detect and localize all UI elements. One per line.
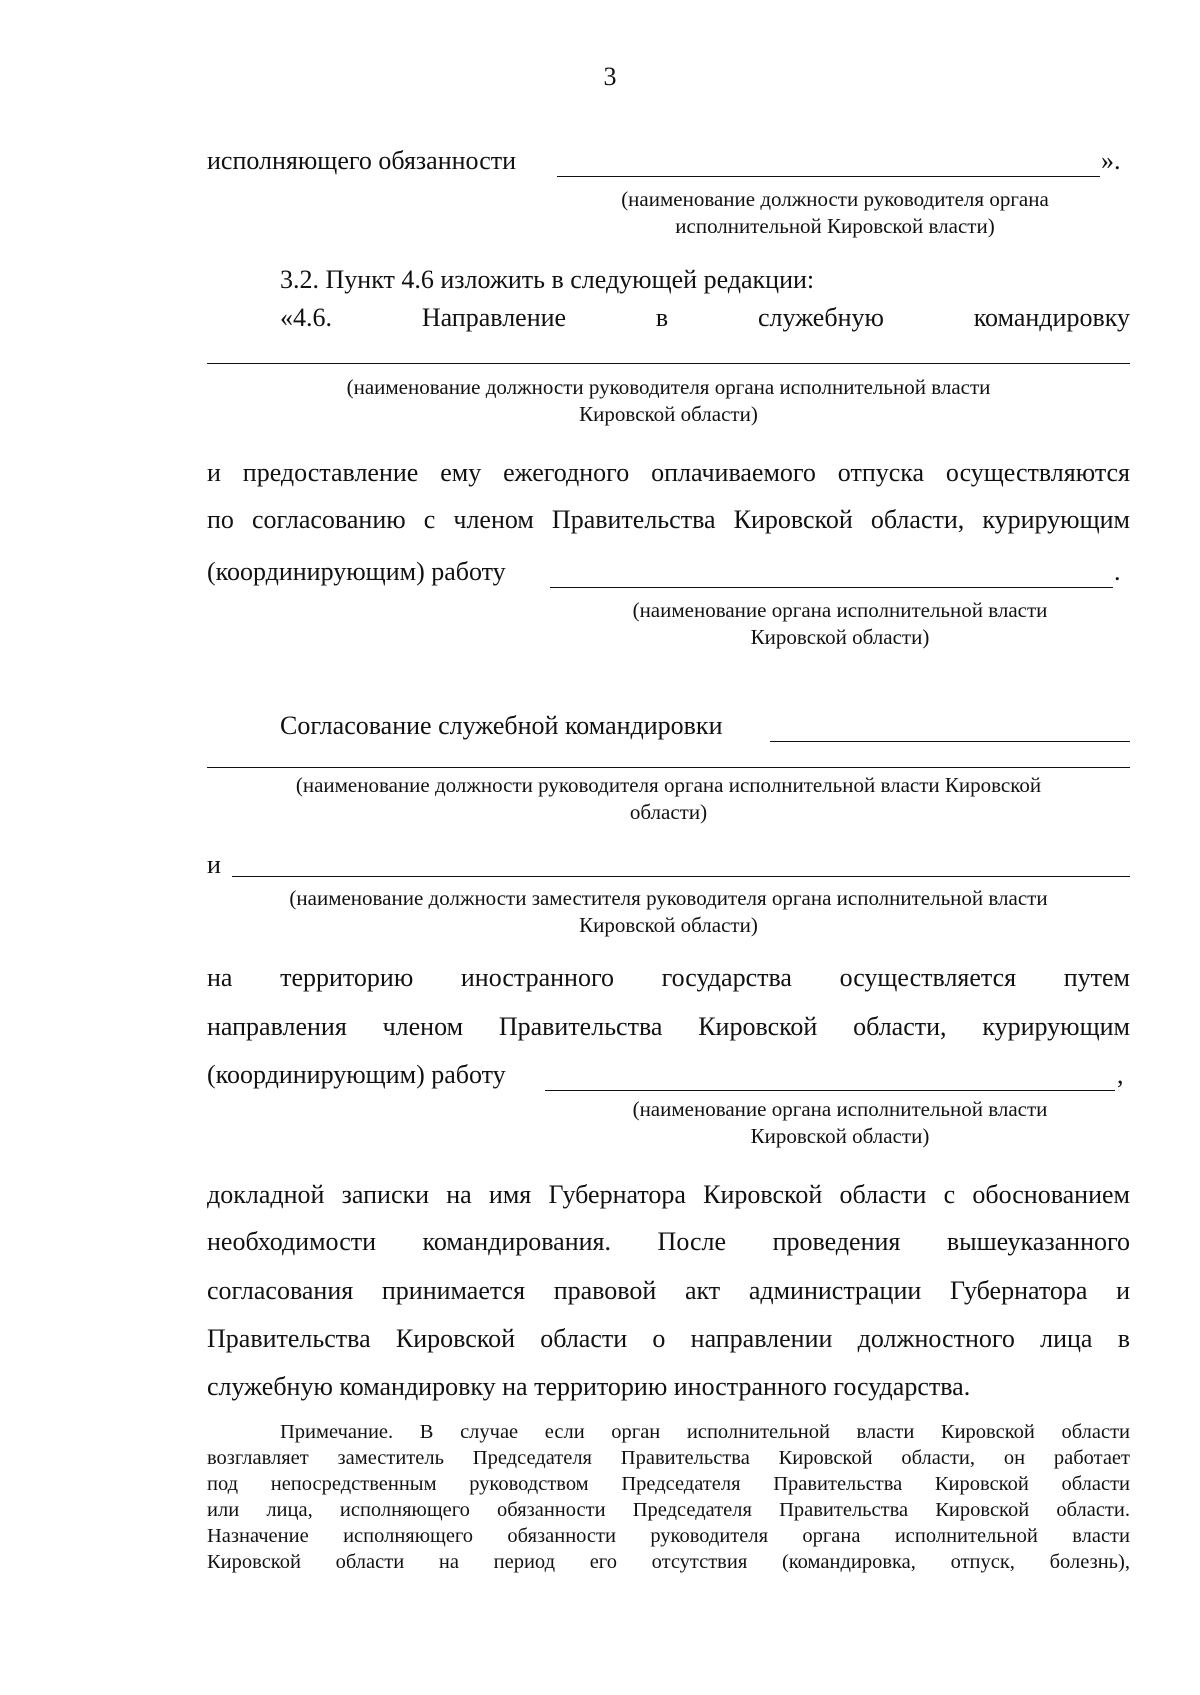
paragraph-2-word: Кировской bbox=[698, 1012, 818, 1041]
paragraph-2-line1 bbox=[207, 963, 1130, 993]
item-4-6-word: командировку bbox=[973, 303, 1130, 332]
deputy-fill-line bbox=[232, 876, 1130, 877]
paragraph-1-line3-lead: (координирующим) работу bbox=[207, 557, 506, 586]
item-3-2-heading: 3.2. Пункт 4.6 изложить в следующей редакции: bbox=[280, 265, 815, 294]
position-caption-a-line2: Кировской области) bbox=[579, 402, 758, 426]
paragraph-2-word: курирующим bbox=[982, 1012, 1130, 1041]
item-4-6-word: в bbox=[655, 303, 669, 332]
item-4-6-word: Направление bbox=[421, 303, 567, 332]
position-fill-line-full bbox=[207, 363, 1130, 364]
item-4-6-word: «4.6. bbox=[280, 303, 332, 332]
paragraph-3-line1: докладной записки на имя Губернатора Кировской области с обоснованием bbox=[207, 1180, 1130, 1209]
item-4-6-word: служебную bbox=[758, 303, 884, 332]
deputy-caption-d-line2: Кировской области) bbox=[579, 913, 758, 937]
paragraph-2-word: Правительства bbox=[498, 1012, 663, 1041]
agreement-lead: Согласование служебной командировки bbox=[280, 711, 723, 740]
note-line3: под непосредственным руководством Председателя Правительства Кировской области bbox=[207, 1473, 1130, 1495]
deputy-caption-d-line1: (наименование должности заместителя руководителя органа исполнительной власти bbox=[289, 886, 1048, 910]
paragraph-2-word: членом bbox=[382, 1012, 464, 1041]
position-fill-line bbox=[557, 176, 1100, 177]
paragraph-2-word: на bbox=[207, 963, 233, 992]
note-line1: Примечание. В случае если орган исполнительной власти Кировской области bbox=[280, 1421, 1130, 1443]
paragraph-3-line2: необходимости командирования. После проведения вышеуказанного bbox=[207, 1227, 1130, 1256]
paragraph-3-line5: служебную командировку на территорию иностранного государства. bbox=[207, 1372, 971, 1401]
paragraph-2-word: направления bbox=[207, 1012, 347, 1041]
paragraph-1-line3-end: . bbox=[1114, 557, 1121, 586]
authority-caption-b-line2: Кировской области) bbox=[750, 625, 930, 649]
and-word: и bbox=[207, 850, 221, 879]
position-caption-line2: исполнительной Кировской власти) bbox=[675, 214, 995, 238]
note-line2: возглавляет заместитель Председателя Правительства Кировской области, он работает bbox=[207, 1447, 1130, 1469]
paragraph-2-word: иностранного bbox=[460, 963, 614, 992]
authority-caption-b-line1: (наименование органа исполнительной власти bbox=[632, 598, 1048, 622]
paragraph-1-line1: и предоставление ему ежегодного оплачиваемого отпуска осуществляются bbox=[207, 458, 1130, 487]
closing-quote: ». bbox=[1101, 146, 1121, 175]
item-4-6-line bbox=[280, 303, 1130, 333]
agreement-fill-line bbox=[770, 741, 1130, 742]
paragraph-2-line2 bbox=[207, 1012, 1130, 1042]
note-line4: или лица, исполняющего обязанности Председателя Правительства Кировской области. bbox=[207, 1499, 1130, 1521]
position-caption-line1: (наименование должности руководителя органа bbox=[621, 187, 1049, 211]
paragraph-2-word: территорию bbox=[280, 963, 414, 992]
paragraph-2-word: области, bbox=[853, 1012, 947, 1041]
paragraph-2-line3-end: , bbox=[1117, 1060, 1124, 1089]
paragraph-2-word: государства bbox=[661, 963, 792, 992]
paragraph-3-line3: согласования принимается правовой акт администрации Губернатора и bbox=[207, 1276, 1130, 1305]
authority-fill-line-2 bbox=[545, 1090, 1115, 1091]
agreement-fill-line-full bbox=[207, 767, 1130, 768]
position-caption-a-line1: (наименование должности руководителя органа исполнительной власти bbox=[346, 375, 991, 399]
authority-caption-e-line2: Кировской области) bbox=[750, 1124, 930, 1148]
authority-caption-e-line1: (наименование органа исполнительной власти bbox=[632, 1097, 1048, 1121]
paragraph-2-word: осуществляется bbox=[839, 963, 1017, 992]
page-number: 3 bbox=[603, 62, 617, 91]
note-line6: Кировской области на период его отсутствия (командировка, отпуск, болезнь), bbox=[207, 1551, 1130, 1573]
acting-duties-line-lead: исполняющего обязанности bbox=[207, 146, 517, 175]
authority-fill-line-1 bbox=[550, 587, 1113, 588]
paragraph-1-line2: по согласованию с членом Правительства Кировской области, курирующим bbox=[207, 505, 1130, 534]
paragraph-3-line4: Правительства Кировской области о направлении должностного лица в bbox=[207, 1324, 1130, 1353]
paragraph-2-line3-lead: (координирующим) работу bbox=[207, 1060, 506, 1089]
position-caption-c-line1: (наименование должности руководителя органа исполнительной власти Кировской bbox=[295, 773, 1042, 797]
position-caption-c-line2: области) bbox=[629, 800, 708, 824]
paragraph-2-word: путем bbox=[1063, 963, 1130, 992]
note-line5: Назначение исполняющего обязанности руководителя органа исполнительной власти bbox=[207, 1525, 1130, 1547]
